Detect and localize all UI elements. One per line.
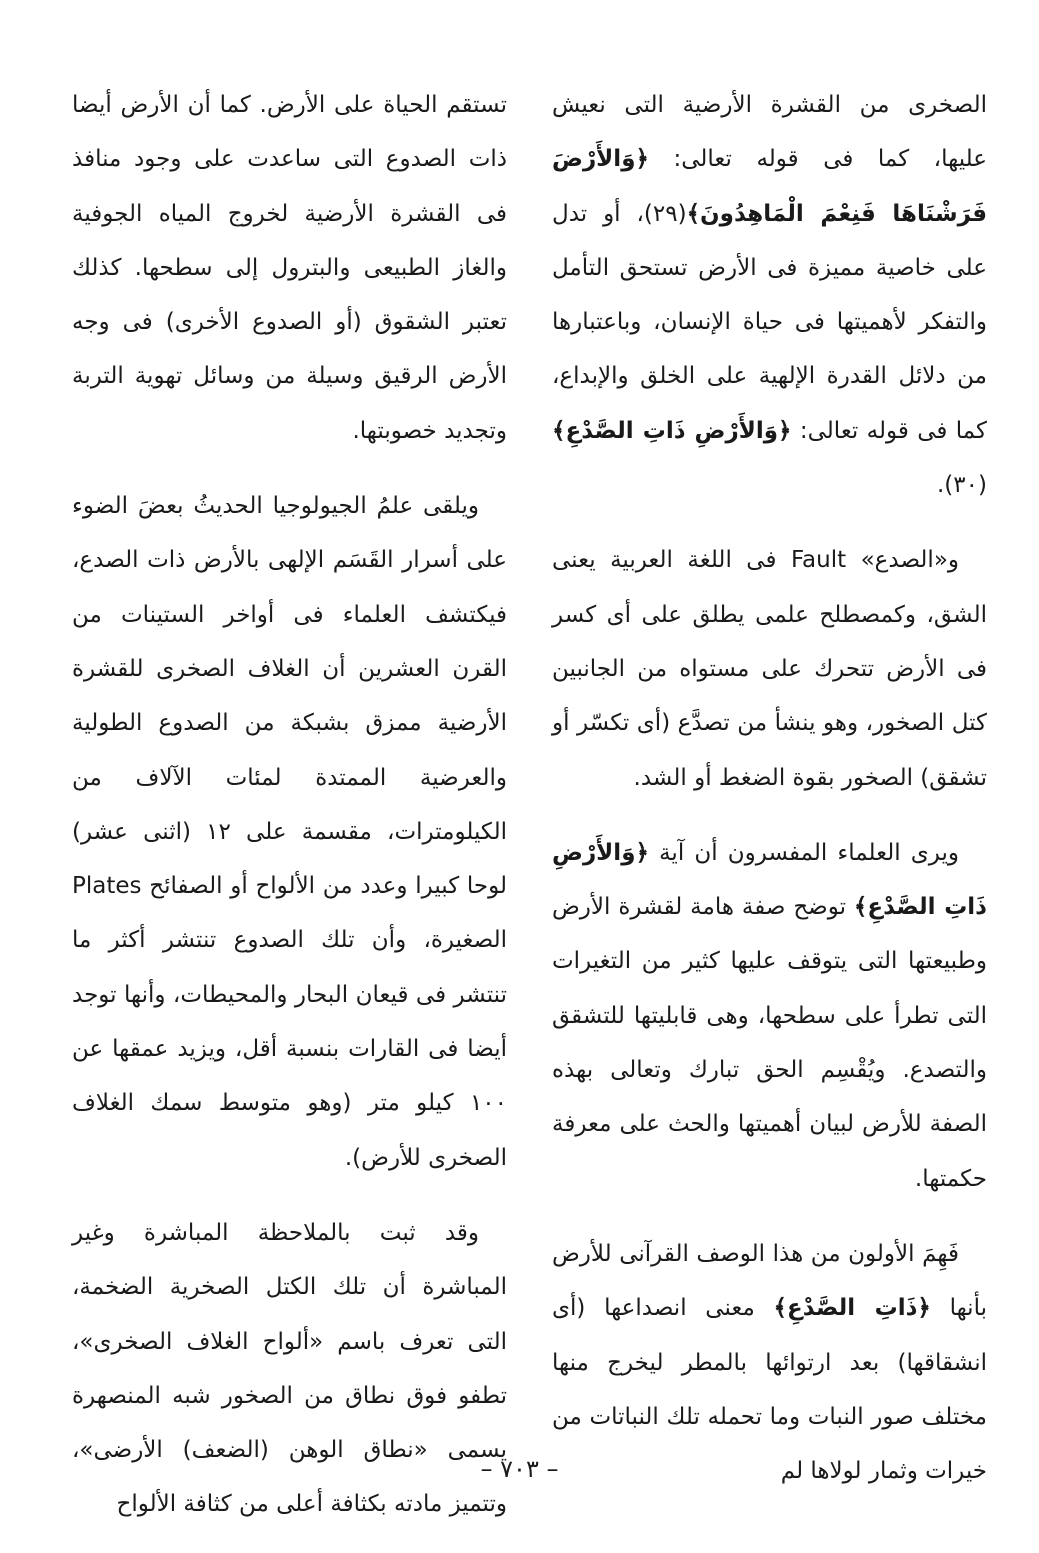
text-run: (٢٩)، أو تدل على خاصية مميزة فى الأرض تستحق التأمل والتفكر لأهميتها فى حياة الإنسان، وباعتبارها من دلائل القدرة الإلهية على الخلق والإبداع، كما فى قوله تعالى: xyxy=(552,200,988,444)
text-run: ويرى العلماء المفسرون أن آية xyxy=(648,839,959,866)
left-column xyxy=(72,78,507,1532)
paragraph: وقد ثبت بالملاحظة المباشرة وغير المباشرة أن تلك الكتل الصخرية الضخمة، التى تعرف باسم «ألواح الغلاف الصخرى»، تطفو فوق نطاق من الصخور شبه المنصهرة يسمى «نطاق الوهن (الضعف) الأرضى»، وتتميز مادته بكثافة أعلى من كثافة الألواح xyxy=(72,1219,507,1518)
paragraph xyxy=(552,826,987,1206)
text-run: الصخرى من القشرة الأرضية التى نعيش عليها، كما فى قوله تعالى: xyxy=(552,92,987,173)
quran-quote: ﴿وَالأَرْضِ ذَاتِ الصَّدْعِ﴾ xyxy=(552,839,987,921)
page-number: – ٧٠٣ – xyxy=(480,1455,559,1483)
footnote-ref: (٣٠). xyxy=(937,472,987,499)
text-run: معنى انصداعها (أى انشقاقها) بعد ارتوائها بالمطر ليخرج منها مختلف صور النبات وما تحمله تلك النباتات من خيرات وثمار لولاها لم xyxy=(552,1295,987,1485)
quran-quote: ﴿وَالأَرْضَ فَرَشْنَاهَا فَنِعْمَ الْمَاهِدُونَ﴾ xyxy=(552,146,987,227)
paragraph: ويلقى علمُ الجيولوجيا الحديثُ بعضَ الضوء على أسرار القَسَم الإلهى بالأرض ذات الصدع، فيكتشف العلماء فى أواخر الستينات من القرن العشرين أن الغلاف الصخرى للقشرة الأرضية ممزق بشبكة من الصدوع الطولية والعرضية الممتدة لمئات الآلاف من الكيلومترات، مقسمة على ١٢ (اثنى عشر) لوحا كبيرا وعدد من الألواح أو الصفائح Plates الصغيرة، وأن تلك الصدوع تنتشر أكثر ما تنتشر فى قيعان البحار والمحيطات، وأنها توجد أيضا فى القارات بنسبة أقل، ويزيد عمقها عن ١٠٠ كيلو متر (وهو متوسط سمك الغلاف الصخرى للأرض). xyxy=(72,493,507,1171)
paragraph: و«الصدع» Fault فى اللغة العربية يعنى الشق، وكمصطلح علمى يطلق على أى كسر فى الأرض تتحرك على مستواه من الجانبين كتل الصخور، وهو ينشأ من تصدَّع (أى تكسّر أو تشقق) الصخور بقوة الضغط أو الشد. xyxy=(552,547,987,791)
paragraph xyxy=(552,78,987,512)
quran-quote: ﴿وَالأَرْضِ ذَاتِ الصَّدْعِ﴾ xyxy=(552,417,792,444)
paragraph: تستقم الحياة على الأرض. كما أن الأرض أيضا ذات الصدوع التى ساعدت على وجود منافذ فى القشرة الأرضية لخروج المياه الجوفية والغاز الطبيعى والبترول إلى سطحها. كذلك تعتبر الشقوق (أو الصدوع الأخرى) فى وجه الأرض الرقيق وسيلة من وسائل تهوية التربة وتجديد خصوبتها. xyxy=(72,92,507,444)
text-run: فَهِمَ الأولون من هذا الوصف القرآنى للأرض بأنها xyxy=(552,1240,987,1322)
text-run: توضح صفة هامة لقشرة الأرض وطبيعتها التى يتوقف عليها كثير من التغيرات التى تطرأ على سطحها، وهى قابليتها للتشقق والتصدع. ويُقْسِم الحق تبارك وتعالى بهذه الصفة للأرض لبيان أهميتها والحث على معرفة حكمتها. xyxy=(552,894,987,1192)
right-column xyxy=(552,78,987,1498)
quran-quote: ﴿ذَاتِ الصَّدْعِ﴾ xyxy=(773,1295,931,1322)
